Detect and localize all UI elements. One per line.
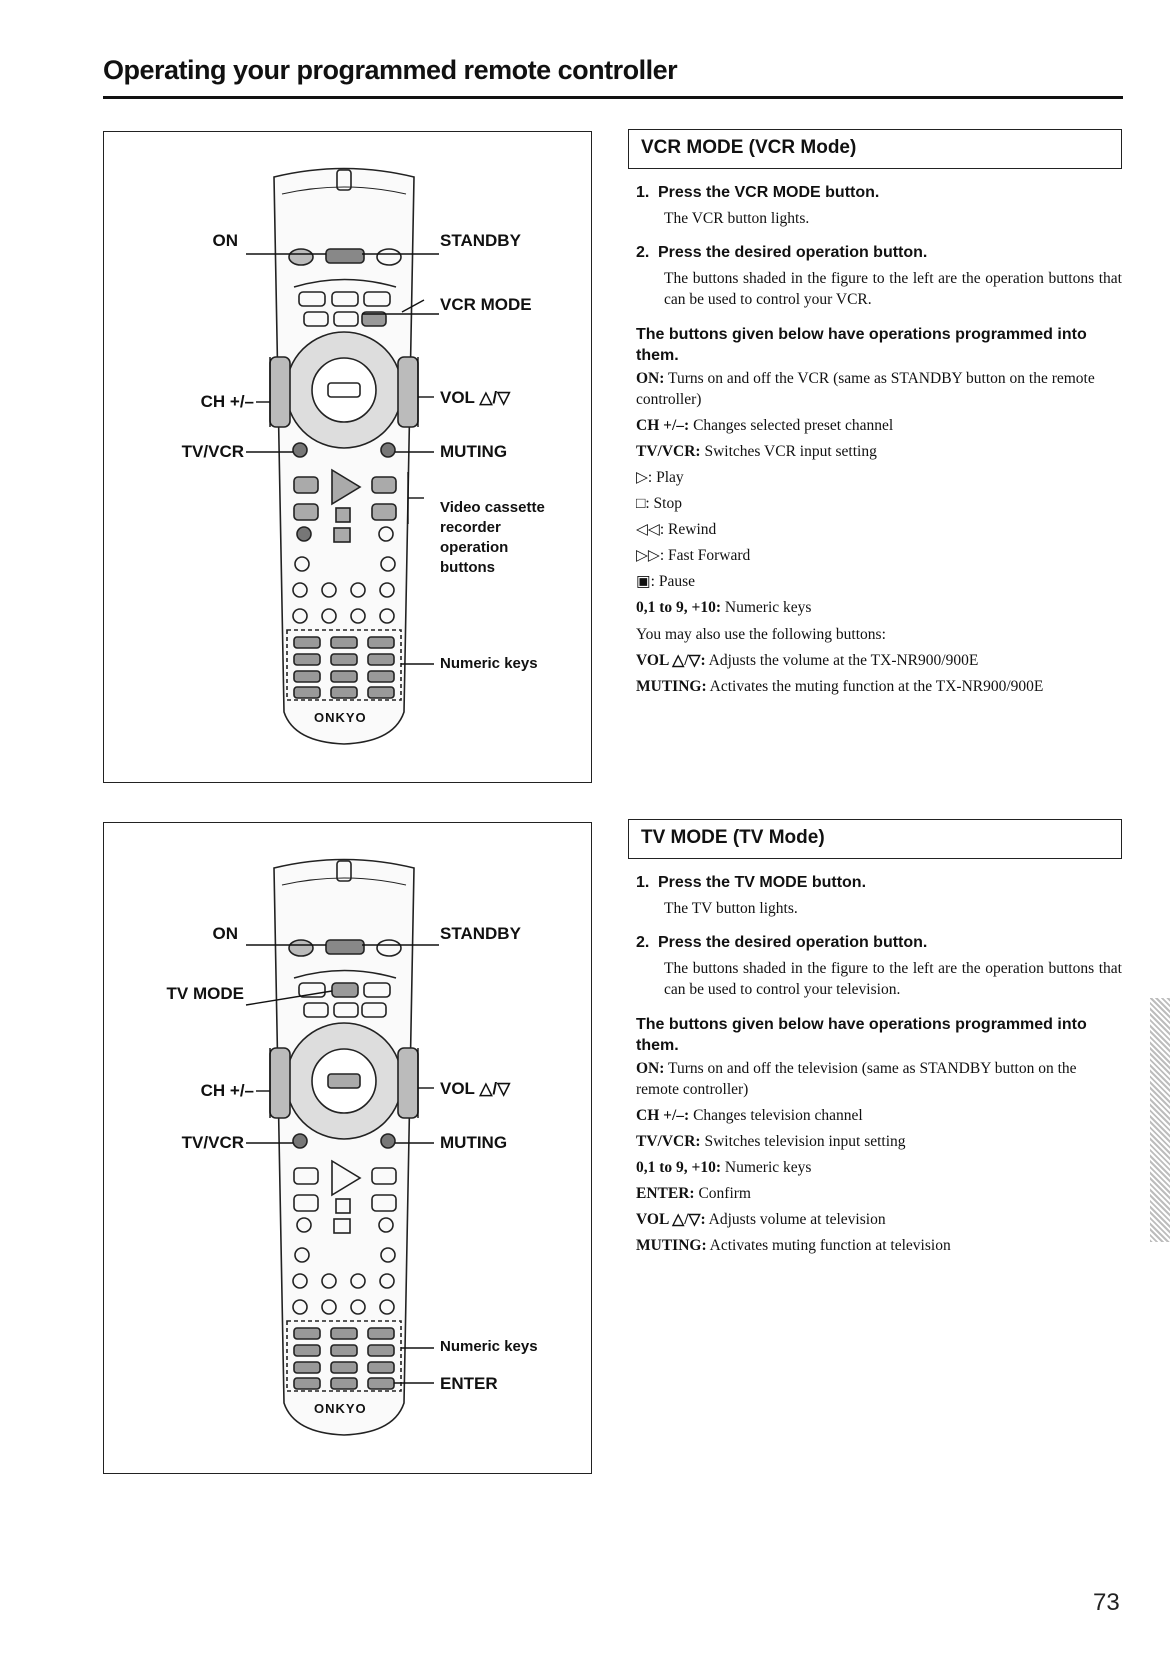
callout-tvvcr: TV/VCR: [181, 442, 244, 461]
programmed-buttons-heading: The buttons given below have operations programmed into them.: [636, 326, 1087, 364]
note-text: You may also use the following buttons:: [636, 626, 886, 643]
callout-vol: VOL △/▽: [440, 1079, 511, 1098]
def-item: VOL △/▽: Adjusts the volume at the TX-NR900/900E: [636, 652, 979, 669]
def-item: MUTING: Activates the muting function at the TX-NR900/900E: [636, 678, 1044, 695]
title-rule: [103, 96, 1123, 99]
callout-vol: VOL △/▽: [440, 388, 511, 407]
callout-muting: MUTING: [440, 1133, 508, 1152]
step-2: 2. Press the desired operation button.: [636, 244, 928, 261]
def-item: CH +/–: Changes television channel: [636, 1107, 863, 1124]
step-1-body: The TV button lights.: [664, 900, 798, 917]
definition-list: [636, 368, 1122, 618]
section-tab-marker: [1150, 998, 1170, 1242]
step-2-body: The buttons shaded in the figure to the left are the operation buttons that can be used to control your VCR.: [664, 270, 1122, 308]
def-item: ▷: Play: [636, 469, 684, 486]
brand-logo: ONKYO: [314, 710, 367, 725]
figure-vcr-remote: [103, 131, 592, 783]
step-1: 1. Press the TV MODE button.: [636, 874, 867, 891]
section-heading: TV MODE (TV Mode): [628, 819, 1122, 859]
callout-tv-mode: TV MODE: [166, 984, 244, 1003]
callout-tvvcr: TV/VCR: [181, 1133, 244, 1152]
def-item: ENTER: Confirm: [636, 1185, 751, 1202]
step-1: 1. Press the VCR MODE button.: [636, 184, 880, 201]
def-item: MUTING: Activates muting function at television: [636, 1237, 951, 1254]
callout-standby: STANDBY: [440, 924, 521, 943]
callout-vcr-buttons: Video cassette recorder operation buttons: [440, 499, 545, 576]
callout-numeric-keys: Numeric keys: [440, 1338, 538, 1355]
def-item: TV/VCR: Switches VCR input setting: [636, 443, 877, 460]
callout-ch: CH +/–: [200, 392, 254, 411]
def-item: VOL △/▽: Adjusts volume at television: [636, 1211, 886, 1228]
def-item: ▣: Pause: [636, 573, 695, 590]
callout-standby: STANDBY: [440, 231, 521, 250]
def-item: ON: Turns on and off the VCR (same as STANDBY button on the remote controller): [636, 370, 1095, 408]
step-1-body: The VCR button lights.: [664, 210, 810, 227]
def-item: ▷▷: Fast Forward: [636, 547, 751, 564]
brand-logo: ONKYO: [314, 1401, 367, 1416]
def-item: TV/VCR: Switches television input setting: [636, 1133, 906, 1150]
callout-enter: ENTER: [440, 1374, 498, 1393]
vcr-mode-section: [628, 129, 1122, 702]
section-heading: VCR MODE (VCR Mode): [628, 129, 1122, 169]
def-item: ◁◁: Rewind: [636, 521, 717, 538]
def-item: □: Stop: [636, 495, 682, 512]
definition-list: [636, 1058, 1122, 1256]
callout-ch: CH +/–: [200, 1081, 254, 1100]
def-item: CH +/–: Changes selected preset channel: [636, 417, 894, 434]
programmed-buttons-heading: The buttons given below have operations programmed into them.: [636, 1016, 1087, 1054]
def-item: ON: Turns on and off the television (same as STANDBY button on the remote controller): [636, 1060, 1077, 1098]
step-2: 2. Press the desired operation button.: [636, 934, 928, 951]
tv-mode-section: [628, 819, 1122, 1261]
def-item: 0,1 to 9, +10: Numeric keys: [636, 1159, 812, 1176]
figure-tv-remote: [103, 822, 592, 1474]
extra-definition-list: [636, 650, 1122, 697]
callout-numeric-keys: Numeric keys: [440, 655, 538, 672]
callout-vcr-mode: VCR MODE: [440, 295, 532, 314]
callout-on: ON: [212, 231, 238, 250]
step-2-body: The buttons shaded in the figure to the left are the operation buttons that can be used to control your television.: [664, 960, 1122, 998]
page-number: 73: [1093, 1589, 1120, 1616]
def-item: 0,1 to 9, +10: Numeric keys: [636, 599, 812, 616]
callout-muting: MUTING: [440, 442, 508, 461]
page-title: Operating your programmed remote controller: [103, 55, 678, 85]
callout-on: ON: [212, 924, 238, 943]
